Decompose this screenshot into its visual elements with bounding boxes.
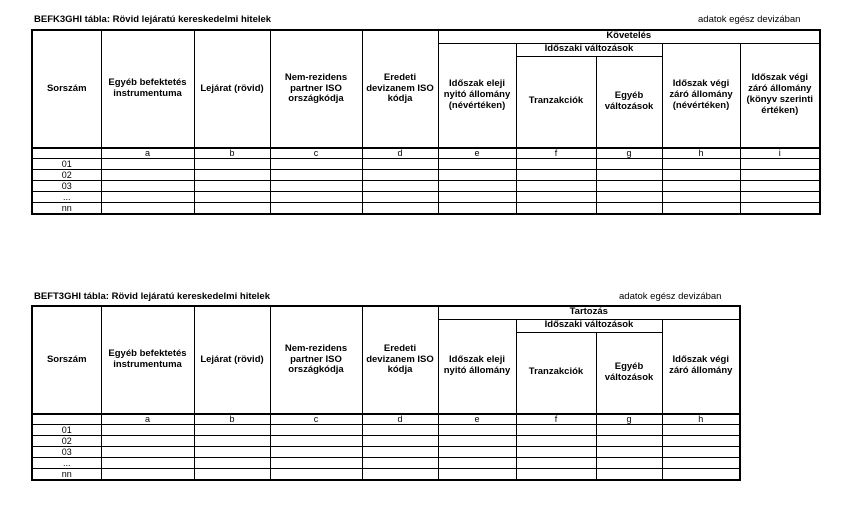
col-header-partner-country: Nem-rezidens partner ISO országkódja: [270, 30, 362, 148]
row-number: 01: [32, 425, 101, 436]
data-cell: [516, 170, 596, 181]
table-row: [32, 447, 740, 458]
table-row: [32, 425, 740, 436]
data-cell: [596, 181, 662, 192]
data-cell: [270, 203, 362, 215]
data-cell: [362, 203, 438, 215]
data-cell: [194, 192, 270, 203]
letter-cell: f: [516, 414, 596, 425]
data-cell: [270, 469, 362, 481]
data-cell: [270, 159, 362, 170]
row-number: nn: [32, 203, 101, 215]
data-cell: [362, 170, 438, 181]
data-cell: [662, 181, 740, 192]
data-cell: [596, 192, 662, 203]
row-number: 01: [32, 159, 101, 170]
data-cell: [101, 203, 194, 215]
data-cell: [516, 425, 596, 436]
table-row: [32, 436, 740, 447]
subgroup-header-changes: Időszaki változások: [516, 319, 662, 332]
row-number: ...: [32, 458, 101, 469]
col-header-other-changes: Egyéb változások: [596, 56, 662, 148]
data-cell: [596, 159, 662, 170]
table-row: [32, 203, 820, 215]
unit-note: adatok egész devizában: [619, 291, 722, 302]
col-header-currency: Eredeti devizanem ISO kódja: [362, 30, 438, 148]
col-header-closing-nominal: Időszak végi záró állomány (névértéken): [662, 43, 740, 148]
letter-cell: b: [194, 148, 270, 159]
table-title: BEFK3GHI tábla: Rövid lejáratú kereskedelmi hitelek: [34, 14, 272, 25]
data-cell: [662, 436, 740, 447]
data-cell: [596, 203, 662, 215]
col-header-opening: Időszak eleji nyitó állomány (névértéken): [438, 43, 516, 148]
data-cell: [596, 447, 662, 458]
col-header-maturity: Lejárat (rövid): [194, 30, 270, 148]
data-cell: [438, 425, 516, 436]
data-cell: [662, 203, 740, 215]
data-cell: [596, 425, 662, 436]
letter-cell: e: [438, 148, 516, 159]
data-cell: [662, 425, 740, 436]
letter-cell: b: [194, 414, 270, 425]
letter-cell: c: [270, 414, 362, 425]
letter-cell: f: [516, 148, 596, 159]
data-cell: [194, 469, 270, 481]
table-row: [32, 192, 820, 203]
data-cell: [438, 192, 516, 203]
col-header-partner-country: Nem-rezidens partner ISO országkódja: [270, 306, 362, 414]
data-cell: [194, 425, 270, 436]
data-cell: [194, 170, 270, 181]
data-cell: [662, 458, 740, 469]
beft3ghi-grid: [31, 305, 741, 481]
data-cell: [662, 469, 740, 481]
subgroup-header-changes: Időszaki változások: [516, 43, 662, 56]
col-header-currency: Eredeti devizanem ISO kódja: [362, 306, 438, 414]
data-cell: [516, 192, 596, 203]
data-cell: [596, 469, 662, 481]
befk3ghi-grid: [31, 29, 821, 215]
data-cell: [362, 469, 438, 481]
data-cell: [516, 447, 596, 458]
data-cell: [194, 203, 270, 215]
letter-cell: c: [270, 148, 362, 159]
row-number: nn: [32, 469, 101, 481]
data-cell: [194, 181, 270, 192]
letter-cell: d: [362, 148, 438, 159]
data-cell: [362, 192, 438, 203]
letter-cell: [32, 148, 101, 159]
row-number: ...: [32, 192, 101, 203]
data-cell: [596, 170, 662, 181]
data-cell: [101, 458, 194, 469]
col-header-instrument: Egyéb befektetés instrumentuma: [101, 30, 194, 148]
group-header-tartozas: Tartozás: [438, 306, 740, 319]
data-cell: [362, 425, 438, 436]
data-cell: [662, 159, 740, 170]
col-header-closing-book: Időszak végi záró állomány (könyv szerinti értéken): [740, 43, 820, 148]
data-cell: [438, 170, 516, 181]
row-number: 03: [32, 181, 101, 192]
data-cell: [438, 458, 516, 469]
table-row: [32, 458, 740, 469]
data-cell: [516, 181, 596, 192]
data-cell: [596, 458, 662, 469]
letter-cell: a: [101, 148, 194, 159]
table-row: [32, 181, 820, 192]
data-cell: [194, 458, 270, 469]
col-header-transactions: Tranzakciók: [516, 56, 596, 148]
letter-cell: d: [362, 414, 438, 425]
unit-note: adatok egész devizában: [698, 14, 801, 25]
letter-cell: h: [662, 148, 740, 159]
row-number: 03: [32, 447, 101, 458]
row-number: 02: [32, 170, 101, 181]
letter-cell: i: [740, 148, 820, 159]
data-cell: [270, 436, 362, 447]
data-cell: [516, 159, 596, 170]
col-header-instrument: Egyéb befektetés instrumentuma: [101, 306, 194, 414]
data-cell: [740, 159, 820, 170]
data-cell: [101, 159, 194, 170]
col-header-other-changes: Egyéb változások: [596, 332, 662, 414]
data-cell: [362, 159, 438, 170]
col-header-sorszam: Sorszám: [32, 30, 101, 148]
data-cell: [662, 447, 740, 458]
data-cell: [194, 447, 270, 458]
col-header-sorszam: Sorszám: [32, 306, 101, 414]
col-header-maturity: Lejárat (rövid): [194, 306, 270, 414]
col-header-closing: Időszak végi záró állomány: [662, 319, 740, 414]
data-cell: [662, 192, 740, 203]
data-cell: [662, 170, 740, 181]
col-header-opening: Időszak eleji nyitó állomány: [438, 319, 516, 414]
letter-cell: [32, 414, 101, 425]
table-row: [32, 170, 820, 181]
data-cell: [270, 458, 362, 469]
data-cell: [596, 436, 662, 447]
data-cell: [194, 436, 270, 447]
data-cell: [516, 436, 596, 447]
table-row: [32, 469, 740, 481]
data-cell: [101, 469, 194, 481]
letter-cell: g: [596, 148, 662, 159]
data-cell: [101, 181, 194, 192]
data-cell: [438, 203, 516, 215]
data-cell: [101, 425, 194, 436]
table-title: BEFT3GHI tábla: Rövid lejáratú kereskedelmi hitelek: [34, 291, 270, 302]
data-cell: [438, 447, 516, 458]
data-cell: [270, 447, 362, 458]
row-number: 02: [32, 436, 101, 447]
data-cell: [516, 203, 596, 215]
letter-cell: g: [596, 414, 662, 425]
data-cell: [101, 192, 194, 203]
data-cell: [516, 469, 596, 481]
col-header-transactions: Tranzakciók: [516, 332, 596, 414]
data-cell: [438, 436, 516, 447]
data-cell: [101, 436, 194, 447]
data-cell: [362, 181, 438, 192]
data-cell: [740, 203, 820, 215]
table-row: [32, 159, 820, 170]
data-cell: [270, 170, 362, 181]
data-cell: [438, 159, 516, 170]
data-cell: [438, 469, 516, 481]
data-cell: [740, 181, 820, 192]
data-cell: [740, 192, 820, 203]
data-cell: [270, 181, 362, 192]
letter-cell: a: [101, 414, 194, 425]
data-cell: [362, 458, 438, 469]
data-cell: [740, 170, 820, 181]
data-cell: [194, 159, 270, 170]
data-cell: [362, 447, 438, 458]
letter-cell: h: [662, 414, 740, 425]
data-cell: [362, 436, 438, 447]
letter-cell: e: [438, 414, 516, 425]
data-cell: [270, 425, 362, 436]
data-cell: [438, 181, 516, 192]
group-header-kovetel: Követelés: [438, 30, 820, 43]
data-cell: [101, 170, 194, 181]
data-cell: [270, 192, 362, 203]
data-cell: [101, 447, 194, 458]
data-cell: [516, 458, 596, 469]
